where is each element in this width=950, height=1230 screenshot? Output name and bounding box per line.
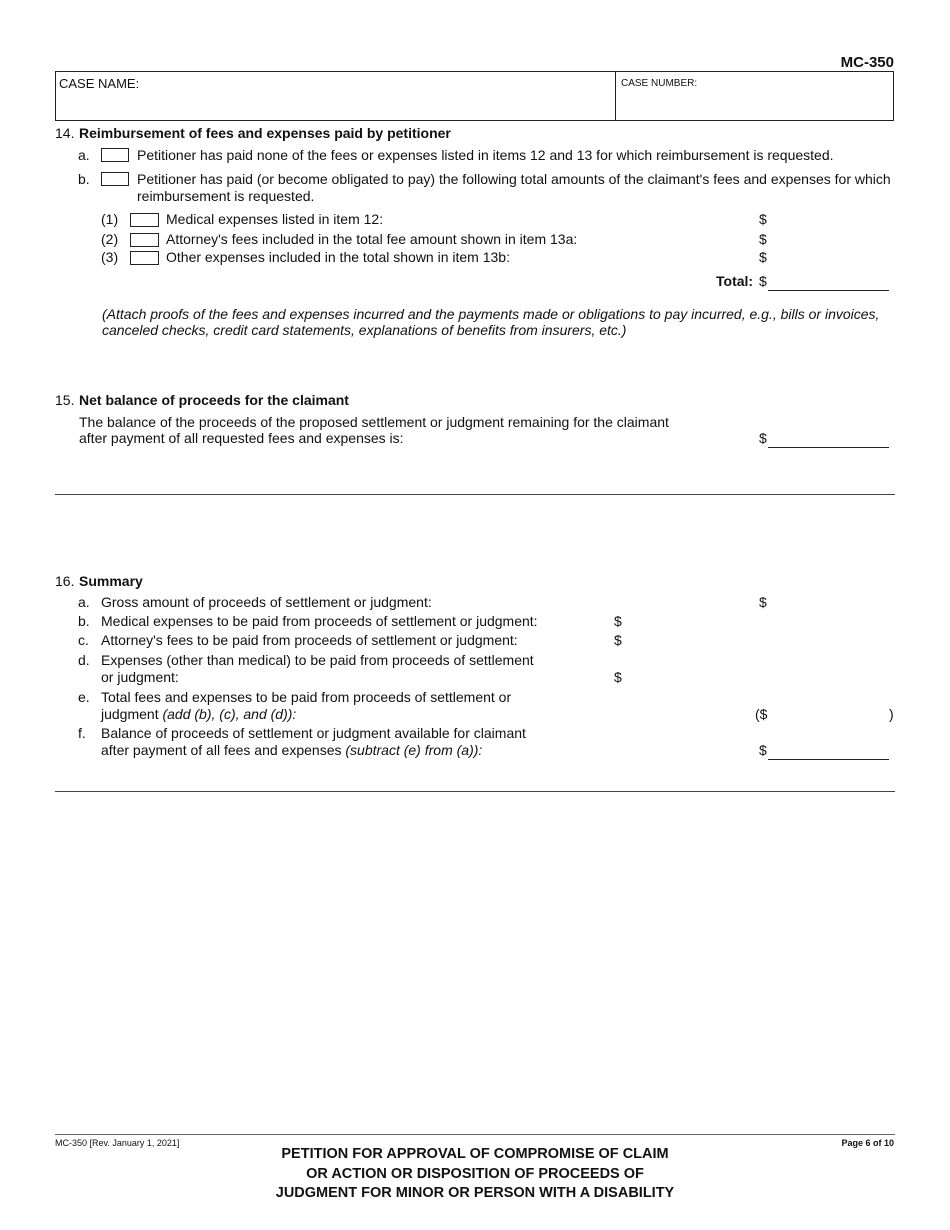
item16b-text: Medical expenses to be paid from proceeds of settlement or judgment: bbox=[101, 613, 538, 629]
item16e-line2-formula: (add (b), (c), and (d)): bbox=[162, 706, 297, 722]
item16d-letter: d. bbox=[78, 652, 90, 668]
item14b-text-line2: reimbursement is requested. bbox=[137, 188, 315, 204]
item16e-open-paren: ($ bbox=[755, 706, 768, 722]
case-name-field[interactable] bbox=[56, 72, 616, 120]
footer-title-line3: JUDGMENT FOR MINOR OR PERSON WITH A DISABILITY bbox=[275, 1185, 675, 1201]
item14b-checkbox[interactable] bbox=[101, 172, 129, 186]
item14-attach-note-line2: canceled checks, credit card statements, explanations of benefits from insurers, etc.) bbox=[102, 322, 627, 338]
item14b3-number: (3) bbox=[101, 249, 119, 265]
footer-rule bbox=[55, 1134, 895, 1135]
item14b3-amount-field[interactable] bbox=[768, 248, 889, 265]
item16d-currency: $ bbox=[614, 669, 622, 685]
item16b-letter: b. bbox=[78, 613, 90, 629]
item14-total-label: Total: bbox=[716, 273, 754, 289]
item14-title: Reimbursement of fees and expenses paid by petitioner bbox=[79, 125, 451, 141]
item16f-line1: Balance of proceeds of settlement or judgment available for claimant bbox=[101, 725, 526, 741]
item16e-amount-field[interactable] bbox=[772, 705, 884, 722]
item14b1-amount-field[interactable] bbox=[768, 210, 889, 227]
item16f-line2-formula: (subtract (e) from (a)): bbox=[345, 742, 483, 758]
item14b1-checkbox[interactable] bbox=[130, 213, 159, 227]
item16d-amount-field[interactable] bbox=[623, 668, 743, 685]
case-name-label: CASE NAME: bbox=[59, 76, 140, 91]
item15-line1: The balance of the proceeds of the proposed settlement or judgment remaining for the claimant bbox=[79, 414, 669, 430]
item14b2-text: Attorney's fees included in the total fee amount shown in item 13a: bbox=[166, 231, 578, 247]
item14a-text: Petitioner has paid none of the fees or expenses listed in items 12 and 13 for which reimbursement is requested. bbox=[137, 147, 834, 163]
item14b2-amount-field[interactable] bbox=[768, 230, 889, 247]
footer-title-line2: OR ACTION OR DISPOSITION OF PROCEEDS OF bbox=[306, 1165, 644, 1182]
form-id: MC-350 bbox=[840, 54, 894, 71]
item14b3-text: Other expenses included in the total shown in item 13b: bbox=[166, 249, 510, 265]
item14b3-checkbox[interactable] bbox=[130, 251, 159, 265]
item16f-letter: f. bbox=[78, 725, 86, 741]
item14-total-field[interactable] bbox=[768, 290, 889, 291]
item15-title: Net balance of proceeds for the claimant bbox=[79, 392, 349, 408]
item16b-amount-field[interactable] bbox=[623, 612, 743, 629]
item16f-currency: $ bbox=[759, 742, 767, 758]
item16c-amount-field[interactable] bbox=[623, 631, 743, 648]
item16f-line2-text: after payment of all fees and expenses bbox=[101, 742, 346, 758]
item16-number: 16. bbox=[55, 573, 75, 589]
item16b-currency: $ bbox=[614, 613, 622, 629]
item16f-amount-field[interactable] bbox=[768, 759, 889, 760]
item15-amount-field[interactable] bbox=[768, 447, 889, 448]
item16d-line1: Expenses (other than medical) to be paid from proceeds of settlement bbox=[101, 652, 534, 668]
case-number-label: CASE NUMBER: bbox=[621, 78, 698, 89]
item16e-letter: e. bbox=[78, 689, 90, 705]
footer-title bbox=[200, 1145, 750, 1204]
item14b2-checkbox[interactable] bbox=[130, 233, 159, 247]
footer-revision: MC-350 [Rev. January 1, 2021] bbox=[55, 1138, 180, 1148]
item16c-currency: $ bbox=[614, 632, 622, 648]
item14b2-number: (2) bbox=[101, 231, 119, 247]
item15-currency: $ bbox=[759, 430, 767, 446]
footer-title-line1: PETITION FOR APPROVAL OF COMPROMISE OF CLAIM bbox=[281, 1146, 669, 1162]
item14b-text-line1: Petitioner has paid (or become obligated to pay) the following total amounts of the claimant's fees and expenses for which bbox=[137, 171, 891, 187]
item14b1-currency: $ bbox=[759, 211, 767, 227]
item14b-letter: b. bbox=[78, 171, 90, 187]
item15-line2: after payment of all requested fees and expenses is: bbox=[79, 430, 404, 446]
section-divider bbox=[55, 494, 895, 495]
footer-page-number: Page 6 of 10 bbox=[841, 1138, 894, 1148]
item16a-text: Gross amount of proceeds of settlement or judgment: bbox=[101, 594, 432, 610]
item16e-close-paren: ) bbox=[889, 706, 894, 722]
item14-total-currency: $ bbox=[759, 273, 767, 289]
item15-number: 15. bbox=[55, 392, 75, 408]
item14a-checkbox[interactable] bbox=[101, 148, 129, 162]
item16-title: Summary bbox=[79, 573, 143, 589]
item14b2-currency: $ bbox=[759, 231, 767, 247]
item14b1-number: (1) bbox=[101, 211, 119, 227]
item16e-line1: Total fees and expenses to be paid from proceeds of settlement or bbox=[101, 689, 512, 705]
section-divider bbox=[55, 791, 895, 792]
case-number-field[interactable] bbox=[616, 72, 894, 120]
item16d-line2: or judgment: bbox=[101, 669, 179, 685]
item16e-line2 bbox=[101, 706, 296, 722]
item14a-letter: a. bbox=[78, 147, 90, 163]
case-header-box bbox=[55, 71, 894, 121]
item14-attach-note-line1: (Attach proofs of the fees and expenses incurred and the payments made or obligations to pay incurred, e.g., bills or invoices, bbox=[102, 306, 880, 322]
item16a-amount-field[interactable] bbox=[768, 593, 889, 610]
item16c-text: Attorney's fees to be paid from proceeds of settlement or judgment: bbox=[101, 632, 518, 648]
item16e-line2-text: judgment bbox=[101, 706, 163, 722]
item14b3-currency: $ bbox=[759, 249, 767, 265]
item16a-currency: $ bbox=[759, 594, 767, 610]
item16a-letter: a. bbox=[78, 594, 90, 610]
item16f-line2 bbox=[101, 742, 482, 758]
item14b1-text: Medical expenses listed in item 12: bbox=[166, 211, 384, 227]
item14-number: 14. bbox=[55, 125, 75, 141]
item16c-letter: c. bbox=[78, 632, 89, 648]
